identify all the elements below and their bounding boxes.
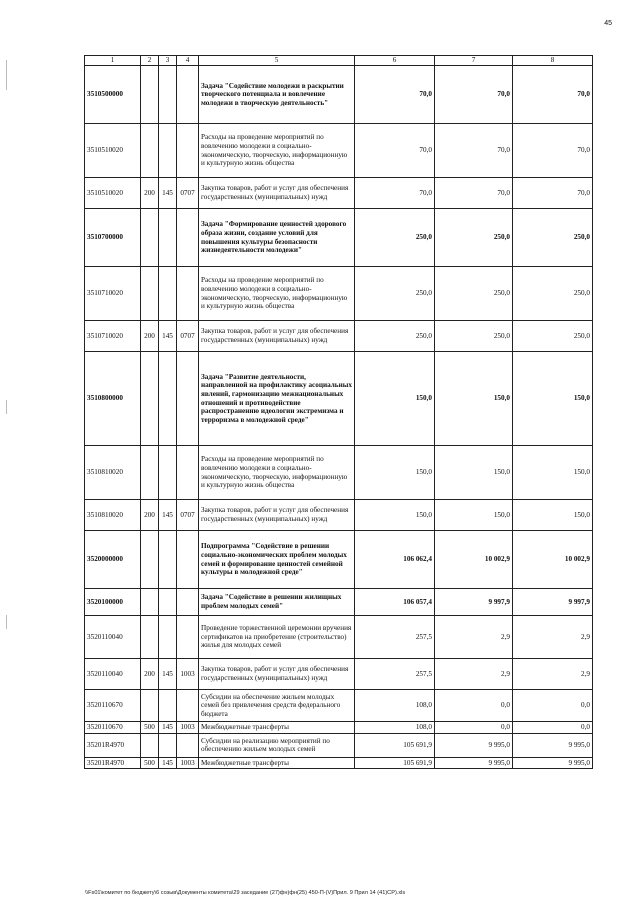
row-section — [177, 124, 199, 178]
row-value-col7: 9 995,0 — [435, 757, 513, 769]
row-name: Задача "Развитие деятельности, направленной на профилактику асоциальных явлений, гармонизацию межнациональных отношений и противодействие распространению идеологии экстремизма и терроризма в молодежной среде" — [199, 352, 355, 446]
row-value-col8: 10 002,9 — [513, 531, 593, 589]
row-value-col8: 70,0 — [513, 124, 593, 178]
row-section — [177, 209, 199, 267]
column-header: 4 — [177, 56, 199, 66]
row-expense-type — [141, 267, 159, 321]
row-expense-type — [141, 352, 159, 446]
row-expense-type — [141, 124, 159, 178]
table-row — [85, 267, 593, 321]
row-code: 3510510020 — [85, 124, 141, 178]
row-value-col6: 250,0 — [355, 321, 435, 352]
table-row — [85, 733, 593, 757]
row-department: 145 — [159, 178, 177, 209]
row-code: 3520110670 — [85, 690, 141, 722]
margin-mark — [6, 615, 7, 629]
row-value-col6: 250,0 — [355, 209, 435, 267]
row-expense-type — [141, 589, 159, 616]
row-section — [177, 66, 199, 124]
row-value-col8: 9 997,9 — [513, 589, 593, 616]
column-header: 7 — [435, 56, 513, 66]
row-name: Закупка товаров, работ и услуг для обеспечения государственных (муниципальных) нужд — [199, 659, 355, 690]
row-value-col6: 150,0 — [355, 500, 435, 531]
row-department — [159, 446, 177, 500]
table-row — [85, 531, 593, 589]
row-value-col7: 2,9 — [435, 616, 513, 659]
row-section — [177, 589, 199, 616]
budget-table — [84, 55, 593, 769]
row-department: 145 — [159, 500, 177, 531]
row-expense-type: 200 — [141, 659, 159, 690]
row-value-col7: 0,0 — [435, 690, 513, 722]
row-department: 145 — [159, 321, 177, 352]
row-name: Расходы на проведение мероприятий по вовлечению молодежи в социально-экономическую, творческую, информационную и культурную жизнь общества — [199, 446, 355, 500]
row-name: Подпрограмма "Содействие в решении социально-экономических проблем молодых семей и формирование ценностей семейной культуры в молодежной среде" — [199, 531, 355, 589]
table-row — [85, 446, 593, 500]
row-value-col8: 150,0 — [513, 446, 593, 500]
row-value-col8: 0,0 — [513, 690, 593, 722]
row-department: 145 — [159, 722, 177, 734]
row-section: 1003 — [177, 722, 199, 734]
row-value-col8: 150,0 — [513, 352, 593, 446]
row-value-col7: 150,0 — [435, 352, 513, 446]
row-name: Расходы на проведение мероприятий по вовлечению молодежи в социально-экономическую, творческую, информационную и культурную жизнь общества — [199, 267, 355, 321]
row-name: Расходы на проведение мероприятий по вовлечению молодежи в социально-экономическую, творческую, информационную и культурную жизнь общества — [199, 124, 355, 178]
table-row — [85, 321, 593, 352]
row-department — [159, 531, 177, 589]
row-code: 3520000000 — [85, 531, 141, 589]
row-department: 145 — [159, 757, 177, 769]
row-value-col6: 106 057,4 — [355, 589, 435, 616]
row-expense-type — [141, 531, 159, 589]
row-code: 3520100000 — [85, 589, 141, 616]
row-value-col6: 106 062,4 — [355, 531, 435, 589]
row-name: Закупка товаров, работ и услуг для обеспечения государственных (муниципальных) нужд — [199, 178, 355, 209]
row-code: 3510800000 — [85, 352, 141, 446]
row-expense-type: 200 — [141, 321, 159, 352]
row-section: 0707 — [177, 178, 199, 209]
row-section — [177, 267, 199, 321]
row-value-col7: 70,0 — [435, 178, 513, 209]
row-name: Субсидии на реализацию мероприятий по обеспечению жильем молодых семей — [199, 733, 355, 757]
row-name: Задача "Содействие в решении жилищных проблем молодых семей" — [199, 589, 355, 616]
column-header: 6 — [355, 56, 435, 66]
row-name: Межбюджетные трансферты — [199, 757, 355, 769]
row-name: Задача "Содействие молодежи в раскрытии творческого потенциала и вовлечение молодежи в творческую деятельность" — [199, 66, 355, 124]
row-value-col8: 70,0 — [513, 66, 593, 124]
column-header: 1 — [85, 56, 141, 66]
row-expense-type — [141, 690, 159, 722]
row-section: 0707 — [177, 500, 199, 531]
row-department — [159, 124, 177, 178]
row-department — [159, 352, 177, 446]
row-expense-type — [141, 209, 159, 267]
table-row — [85, 690, 593, 722]
row-value-col6: 105 691,9 — [355, 733, 435, 757]
table-row — [85, 124, 593, 178]
row-name: Закупка товаров, работ и услуг для обеспечения государственных (муниципальных) нужд — [199, 321, 355, 352]
row-code: 35201R4970 — [85, 733, 141, 757]
row-name: Задача "Формирование ценностей здорового образа жизни, создание условий для повышения культуры безопасности жизнедеятельности молодежи" — [199, 209, 355, 267]
table-row — [85, 616, 593, 659]
row-value-col6: 150,0 — [355, 352, 435, 446]
row-department — [159, 589, 177, 616]
row-expense-type — [141, 66, 159, 124]
row-value-col7: 70,0 — [435, 124, 513, 178]
table-row — [85, 66, 593, 124]
column-header: 2 — [141, 56, 159, 66]
row-code: 3510810020 — [85, 500, 141, 531]
row-value-col6: 250,0 — [355, 267, 435, 321]
row-code: 3510710020 — [85, 267, 141, 321]
row-expense-type: 500 — [141, 757, 159, 769]
row-value-col8: 150,0 — [513, 500, 593, 531]
row-section: 0707 — [177, 321, 199, 352]
table-row — [85, 352, 593, 446]
column-header: 8 — [513, 56, 593, 66]
row-name: Субсидии на обеспечение жильем молодых семей без привлечения средств федерального бюджета — [199, 690, 355, 722]
row-department — [159, 209, 177, 267]
row-code: 3510700000 — [85, 209, 141, 267]
row-value-col6: 108,0 — [355, 690, 435, 722]
row-value-col7: 2,9 — [435, 659, 513, 690]
row-name: Проведение торжественной церемонии вручения сертификатов на приобретение (строительство) жилья для молодых семей — [199, 616, 355, 659]
row-value-col8: 0,0 — [513, 722, 593, 734]
row-code: 3510510020 — [85, 178, 141, 209]
row-section: 1003 — [177, 659, 199, 690]
margin-mark — [6, 400, 7, 414]
row-value-col6: 70,0 — [355, 66, 435, 124]
row-code: 3510500000 — [85, 66, 141, 124]
row-value-col7: 0,0 — [435, 722, 513, 734]
table-row — [85, 500, 593, 531]
row-value-col7: 9 995,0 — [435, 733, 513, 757]
column-header: 5 — [199, 56, 355, 66]
row-value-col6: 257,5 — [355, 659, 435, 690]
row-department — [159, 267, 177, 321]
row-value-col7: 9 997,9 — [435, 589, 513, 616]
row-value-col6: 70,0 — [355, 178, 435, 209]
row-department: 145 — [159, 659, 177, 690]
row-value-col7: 250,0 — [435, 209, 513, 267]
column-header: 3 — [159, 56, 177, 66]
row-expense-type: 500 — [141, 722, 159, 734]
footer-file-path: \\Fs01\комитет по бюджету\6 созыв\Документы комитета\29 заседание (27)фн)фн(25) 450-П-(V)Прил. 9 Прил 14 (41)СР).xls — [85, 890, 406, 896]
table-row — [85, 659, 593, 690]
row-expense-type — [141, 616, 159, 659]
table-row — [85, 178, 593, 209]
row-value-col8: 2,9 — [513, 659, 593, 690]
row-value-col8: 250,0 — [513, 321, 593, 352]
row-code: 3510810020 — [85, 446, 141, 500]
row-value-col7: 250,0 — [435, 321, 513, 352]
row-expense-type — [141, 446, 159, 500]
row-section — [177, 531, 199, 589]
row-value-col6: 105 691,9 — [355, 757, 435, 769]
row-value-col6: 150,0 — [355, 446, 435, 500]
table-row — [85, 722, 593, 734]
row-expense-type — [141, 733, 159, 757]
row-value-col7: 250,0 — [435, 267, 513, 321]
row-value-col8: 2,9 — [513, 616, 593, 659]
row-value-col6: 257,5 — [355, 616, 435, 659]
row-department — [159, 66, 177, 124]
row-department — [159, 616, 177, 659]
row-section — [177, 446, 199, 500]
table-row — [85, 757, 593, 769]
row-section — [177, 733, 199, 757]
row-code: 3520110040 — [85, 616, 141, 659]
row-section — [177, 352, 199, 446]
page-number: 45 — [604, 20, 612, 27]
row-value-col8: 70,0 — [513, 178, 593, 209]
row-expense-type: 200 — [141, 178, 159, 209]
row-value-col8: 250,0 — [513, 267, 593, 321]
row-value-col7: 150,0 — [435, 500, 513, 531]
table-body — [85, 66, 593, 769]
row-section: 1003 — [177, 757, 199, 769]
row-department — [159, 733, 177, 757]
row-value-col6: 70,0 — [355, 124, 435, 178]
row-section — [177, 616, 199, 659]
row-value-col6: 108,0 — [355, 722, 435, 734]
row-value-col8: 250,0 — [513, 209, 593, 267]
row-value-col8: 9 995,0 — [513, 757, 593, 769]
row-value-col7: 70,0 — [435, 66, 513, 124]
row-name: Закупка товаров, работ и услуг для обеспечения государственных (муниципальных) нужд — [199, 500, 355, 531]
row-code: 35201R4970 — [85, 757, 141, 769]
row-name: Межбюджетные трансферты — [199, 722, 355, 734]
table-row — [85, 209, 593, 267]
row-code: 3520110040 — [85, 659, 141, 690]
table-row — [85, 589, 593, 616]
row-department — [159, 690, 177, 722]
row-code: 3520110670 — [85, 722, 141, 734]
row-section — [177, 690, 199, 722]
row-value-col8: 9 995,0 — [513, 733, 593, 757]
margin-mark — [6, 60, 7, 90]
row-code: 3510710020 — [85, 321, 141, 352]
row-value-col7: 150,0 — [435, 446, 513, 500]
row-value-col7: 10 002,9 — [435, 531, 513, 589]
header-row — [85, 56, 593, 66]
row-expense-type: 200 — [141, 500, 159, 531]
